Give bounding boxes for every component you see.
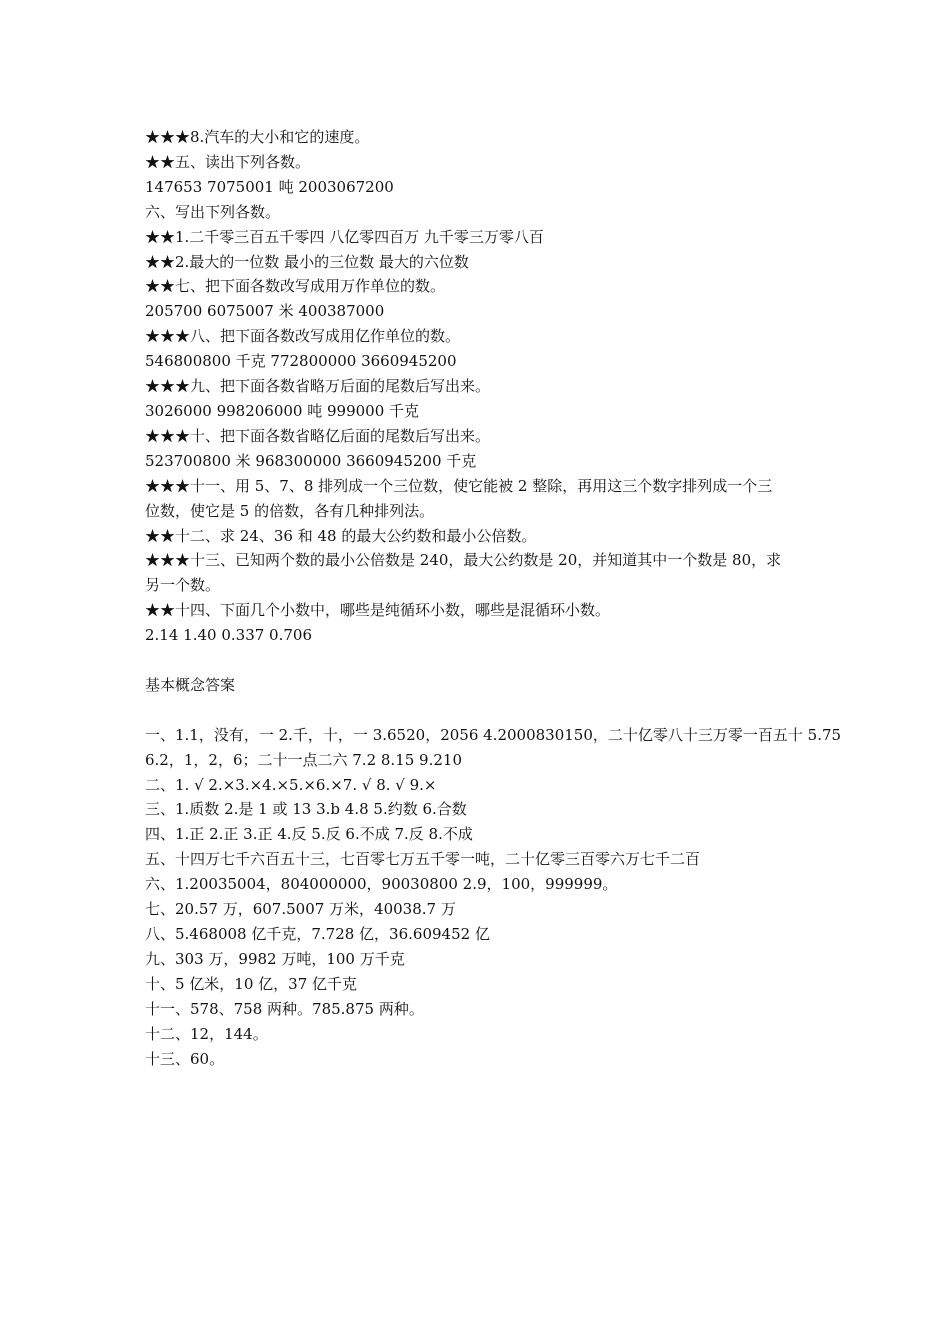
answer-line: 6.2，1，2，6；二十一点二六 7.2 8.15 9.210 (145, 750, 462, 769)
question-line: ★★1.二千零三百五千零四 八亿零四百万 九千零三万零八百 (145, 227, 544, 246)
answers-heading: 基本概念答案 (145, 675, 236, 694)
answer-line: 七、20.57 万，607.5007 万米，40038.7 万 (145, 900, 456, 919)
question-line: 147653 7075001 吨 2003067200 (145, 177, 394, 196)
answer-line: 一、1.1，没有，一 2.千，十，一 3.6520，2056 4.2000830150，二十亿零八十三万零一百五十 5.75 (145, 725, 842, 744)
answer-line: 二、1. √ 2.×3.×4.×5.×6.×7. √ 8. √ 9.× (145, 775, 437, 794)
question-line: ★★2.最大的一位数 最小的三位数 最大的六位数 (145, 252, 469, 271)
question-line: 546800800 千克 772800000 3660945200 (145, 352, 457, 371)
answer-line: 十二、12，144。 (145, 1024, 268, 1043)
answer-line: 十、5 亿米，10 亿，37 亿千克 (145, 974, 358, 993)
answer-line: 五、十四万七千六百五十三，七百零七万五千零一吨，二十亿零三百零六万七千二百 (145, 850, 701, 869)
question-line: 523700800 米 968300000 3660945200 千克 (145, 451, 477, 470)
answer-line: 六、1.20035004，804000000，90030800 2.9，100，999999。 (145, 875, 618, 894)
answer-line: 十三、60。 (145, 1049, 225, 1068)
answer-line: 十一、578、758 两种。785.875 两种。 (145, 999, 424, 1018)
answer-line: 八、5.468008 亿千克，7.728 亿，36.609452 亿 (145, 924, 490, 943)
answer-line: 三、1.质数 2.是 1 或 13 3.b 4.8 5.约数 6.合数 (145, 800, 467, 819)
spacer (145, 698, 815, 723)
question-line: ★★★十、把下面各数省略亿后面的尾数后写出来。 (145, 426, 491, 445)
question-line: ★★★八、把下面各数改写成用亿作单位的数。 (145, 327, 461, 346)
question-line: 另一个数。 (145, 576, 221, 595)
question-line: ★★★十一、用 5、7、8 排列成一个三位数，使它能被 2 整除，再用这三个数字排列成一个三 (145, 476, 773, 495)
question-line: ★★十四、下面几个小数中，哪些是纯循环小数，哪些是混循环小数。 (145, 601, 611, 620)
question-line: 205700 6075007 米 400387000 (145, 302, 385, 321)
answer-line: 九、303 万，9982 万吨，100 万千克 (145, 949, 405, 968)
question-line: 六、写出下列各数。 (145, 202, 281, 221)
question-line: ★★★九、把下面各数省略万后面的尾数后写出来。 (145, 377, 491, 396)
document-body (145, 125, 842, 1071)
question-line: ★★★十三、已知两个数的最小公倍数是 240，最大公约数是 20，并知道其中一个数是 80，求 (145, 551, 782, 570)
question-line: 2.14 1.40 0.337 0.706 (145, 626, 312, 645)
question-line: ★★五、读出下列各数。 (145, 152, 311, 171)
question-line: 位数，使它是 5 的倍数，各有几种排列法。 (145, 501, 435, 520)
question-line: ★★★8.汽车的大小和它的速度。 (145, 128, 370, 146)
question-line: ★★十二、求 24、36 和 48 的最大公约数和最小公倍数。 (145, 526, 537, 545)
question-line: ★★七、把下面各数改写成用万作单位的数。 (145, 277, 446, 296)
question-line: 3026000 998206000 吨 999000 千克 (145, 401, 420, 420)
answer-line: 四、1.正 2.正 3.正 4.反 5.反 6.不成 7.反 8.不成 (145, 825, 473, 844)
spacer (145, 648, 815, 673)
